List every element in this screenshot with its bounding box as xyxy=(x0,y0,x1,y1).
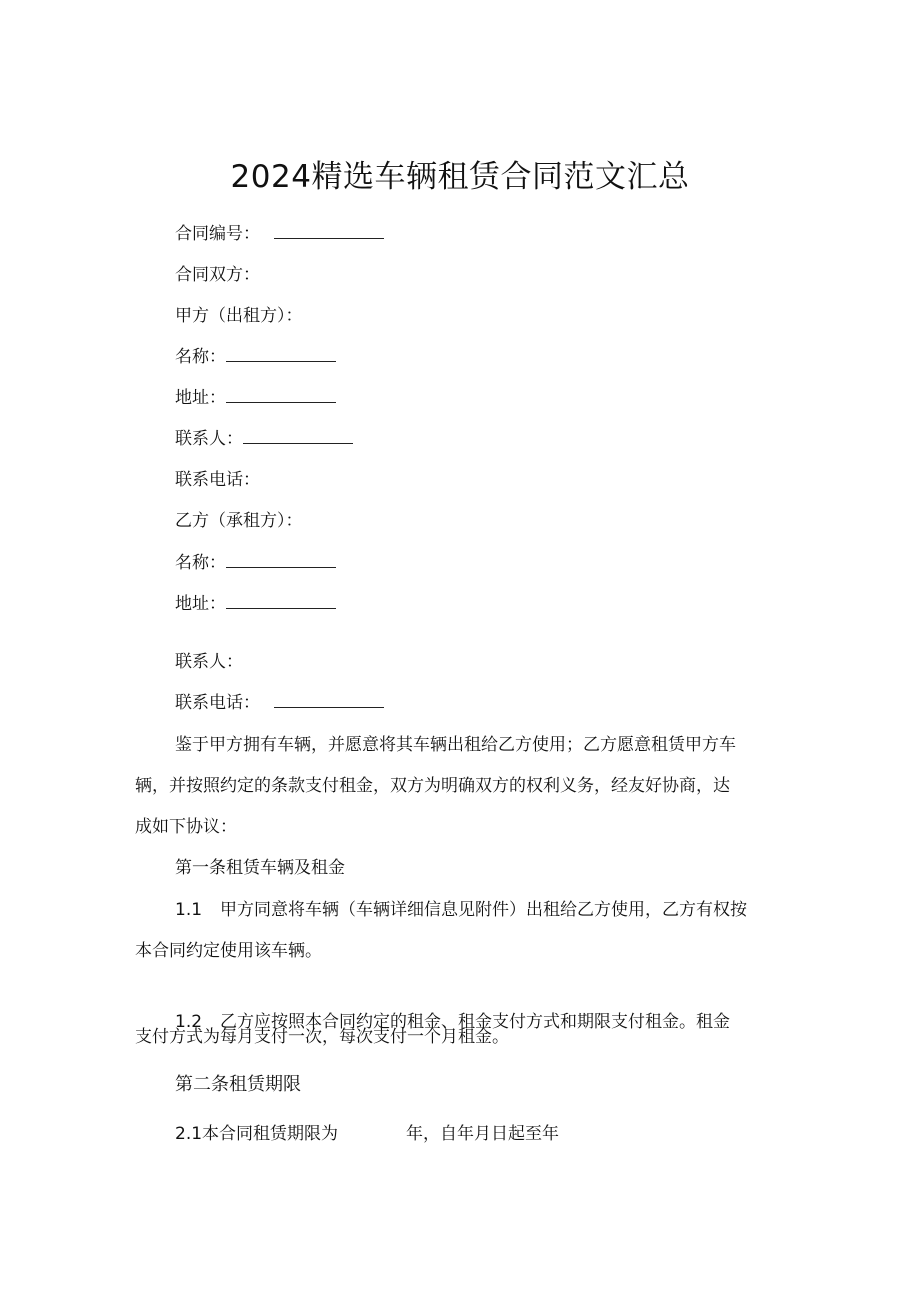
party-a-contact-label: 联系人： xyxy=(175,429,243,449)
party-b-phone-label: 联系电话： xyxy=(175,693,260,713)
party-b-name-label: 名称： xyxy=(175,553,226,573)
party-b-heading: 乙方（承租方）： xyxy=(175,511,303,531)
party-b-phone-blank xyxy=(274,693,384,708)
party-a-name-line xyxy=(175,345,336,369)
article-2-heading: 第二条租赁期限 xyxy=(175,1074,301,1095)
party-b-address-line xyxy=(175,592,336,616)
clause-1-1-number: 1.1 xyxy=(175,900,203,920)
document-title: 2024精选车辆租赁合同范文汇总 xyxy=(230,159,690,195)
party-b-name-line xyxy=(175,551,336,575)
party-a-contact-line xyxy=(175,427,353,451)
party-a-name-blank xyxy=(226,347,336,362)
party-b-address-label: 地址： xyxy=(175,594,226,614)
contract-number-label: 合同编号： xyxy=(175,224,260,244)
clause-1-1-text-1: 甲方同意将车辆（车辆详细信息见附件）出租给乙方使用，乙方有权按 xyxy=(220,900,747,920)
party-b-contact-label: 联系人： xyxy=(175,652,243,672)
contract-number-line xyxy=(175,222,384,246)
party-a-heading: 甲方（出租方）： xyxy=(175,306,303,326)
party-b-address-blank xyxy=(226,594,336,609)
party-a-address-line xyxy=(175,386,336,410)
party-a-contact-blank xyxy=(243,429,353,444)
preamble-line-1: 鉴于甲方拥有车辆，并愿意将其车辆出租给乙方使用；乙方愿意租赁甲方车 xyxy=(175,735,736,755)
clause-2-1-number: 2.1 xyxy=(175,1124,203,1144)
contract-number-blank xyxy=(274,224,384,239)
clause-1-1-line-1 xyxy=(175,898,747,922)
parties-label: 合同双方： xyxy=(175,265,260,285)
party-a-phone-label: 联系电话： xyxy=(175,470,260,490)
clause-1-2-line-2: 支付方式为每月支付一次，每次支付一个月租金。 xyxy=(135,1027,509,1047)
preamble-line-3: 成如下协议： xyxy=(135,817,237,837)
party-b-phone-line xyxy=(175,691,384,715)
preamble-line-2: 辆，并按照约定的条款支付租金，双方为明确双方的权利义务，经友好协商，达 xyxy=(135,776,730,796)
clause-1-1-line-2: 本合同约定使用该车辆。 xyxy=(135,941,322,961)
clause-2-1-text-a: 本合同租赁期限为 xyxy=(202,1124,339,1144)
party-a-name-label: 名称： xyxy=(175,347,226,367)
clause-2-1-text-b: 年，自年月日起至年 xyxy=(406,1124,560,1144)
clause-1-2-number: 1.2 xyxy=(175,1012,203,1032)
party-a-address-blank xyxy=(226,388,336,403)
clause-1-2-text-1: 乙方应按照本合同约定的租金、租金支付方式和期限支付租金。租金 xyxy=(220,1012,730,1032)
party-b-name-blank xyxy=(226,553,336,568)
clause-2-1-line xyxy=(175,1122,559,1146)
article-1-heading: 第一条租赁车辆及租金 xyxy=(175,858,345,878)
party-a-address-label: 地址： xyxy=(175,388,226,408)
